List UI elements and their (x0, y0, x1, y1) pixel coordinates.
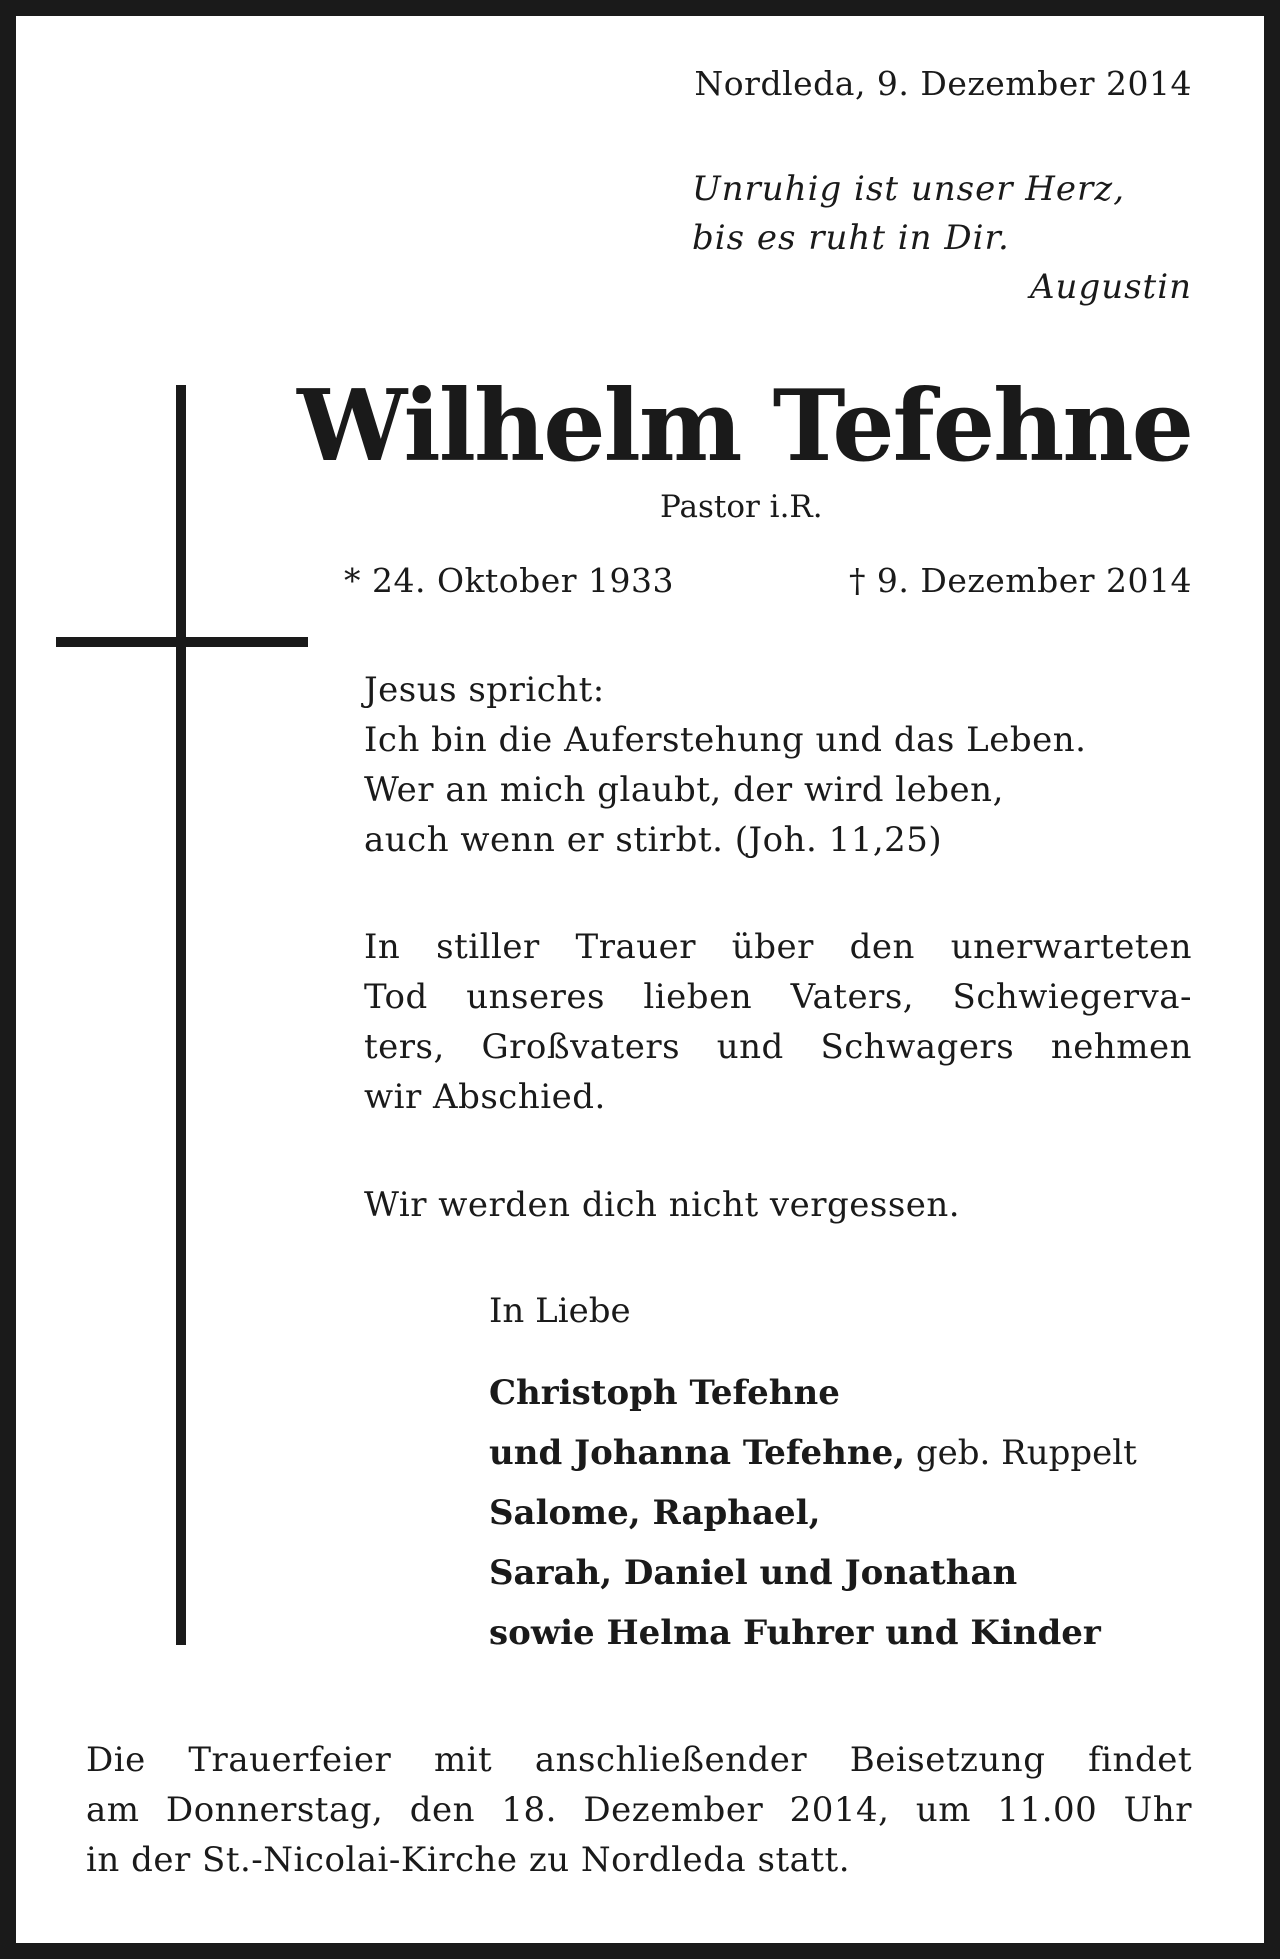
mourning-text (364, 922, 1192, 1122)
quote-line: Unruhig ist unser Herz, (692, 169, 1126, 209)
birth-date: * 24. Oktober 1933 (344, 561, 675, 600)
family-name: Sarah, Daniel und Jonathan (489, 1553, 1018, 1593)
epigraph-quote (692, 165, 1192, 312)
signoff: In Liebe (489, 1291, 631, 1331)
maiden-name: geb. Ruppelt (905, 1433, 1137, 1473)
family-line (489, 1603, 1209, 1663)
family-line (489, 1483, 1209, 1543)
family-line (489, 1423, 1209, 1483)
funeral-line: in der St.-Nicolai-Kirche zu Nordleda statt. (86, 1840, 851, 1880)
family-name: sowie Helma Fuhrer und Kinder (489, 1613, 1101, 1653)
funeral-line: Die Trauerfeier mit anschließender Beisetzung findet (86, 1740, 1192, 1780)
family-line (489, 1543, 1209, 1603)
deceased-title: Pastor i.R. (660, 489, 823, 525)
closing-line: Wir werden dich nicht vergessen. (364, 1185, 961, 1225)
death-date: † 9. Dezember 2014 (848, 561, 1192, 600)
verse-line: Jesus spricht: (364, 670, 605, 710)
dateline: Nordleda, 9. Dezember 2014 (694, 64, 1192, 103)
quote-line: bis es ruht in Dir. (692, 218, 1010, 258)
mourning-line: wir Abschied. (364, 1077, 606, 1117)
verse-line: Wer an mich glaubt, der wird leben, (364, 770, 1004, 810)
bible-verse (364, 665, 1192, 865)
family-name: und Johanna Tefehne, (489, 1433, 906, 1473)
mourning-line: Tod unseres lieben Vaters, Schwiegerva- (364, 977, 1192, 1017)
family-line (489, 1363, 1209, 1423)
deceased-name: Wilhelm Tefehne (297, 369, 1192, 484)
mourning-line: In stiller Trauer über den unerwarteten (364, 927, 1192, 967)
verse-line: Ich bin die Auferstehung und das Leben. (364, 720, 1087, 760)
family-name: Christoph Tefehne (489, 1373, 840, 1413)
verse-line: auch wenn er stirbt. (Joh. 11,25) (364, 820, 943, 860)
funeral-notice (86, 1735, 1192, 1885)
family-names (489, 1363, 1209, 1663)
quote-author: Augustin (1030, 267, 1192, 307)
funeral-line: am Donnerstag, den 18. Dezember 2014, um 11.00 Uhr (86, 1790, 1192, 1830)
cross-icon-horizontal (56, 637, 308, 647)
mourning-line: ters, Großvaters und Schwagers nehmen (364, 1027, 1192, 1067)
cross-icon-vertical (176, 385, 186, 1645)
family-name: Salome, Raphael, (489, 1493, 821, 1533)
